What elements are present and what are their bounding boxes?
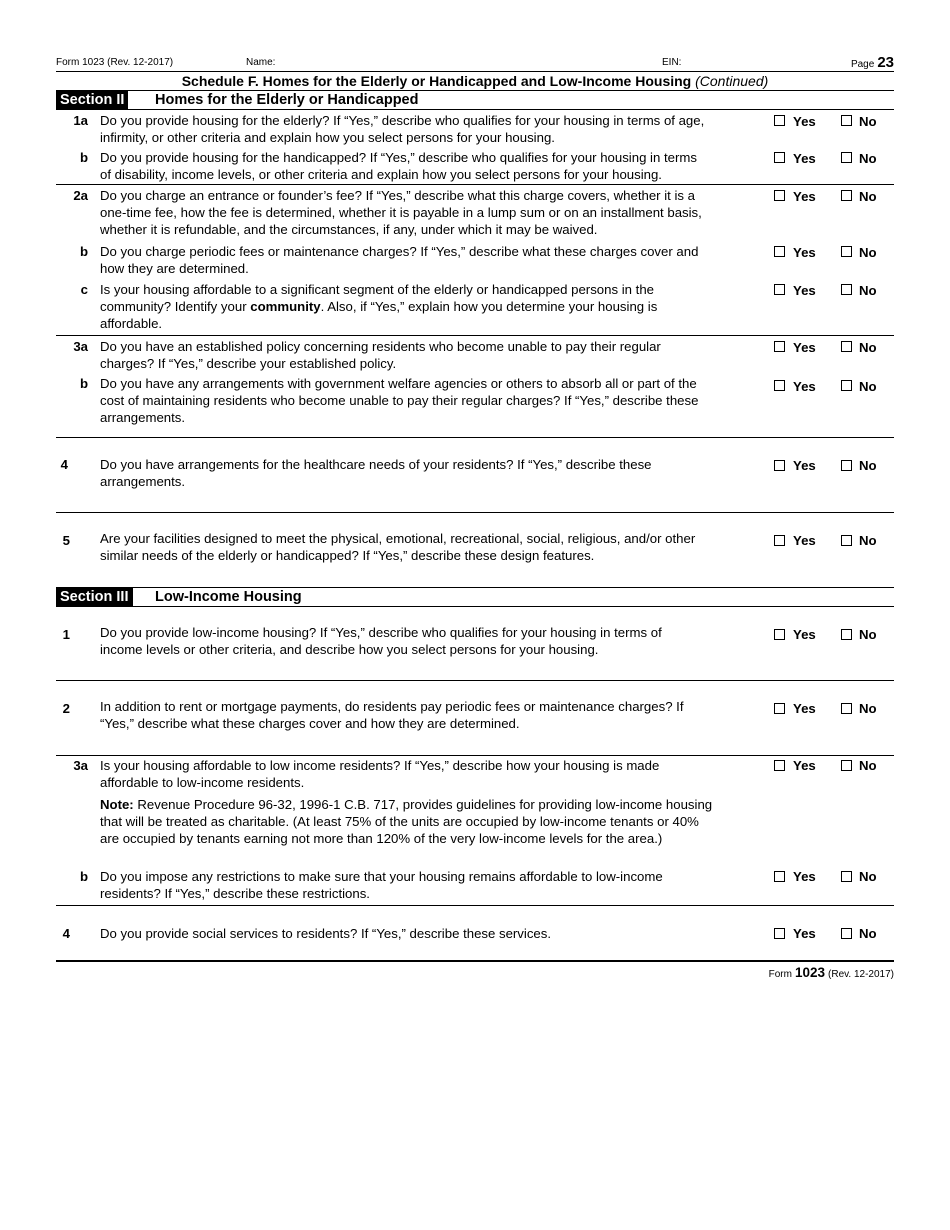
qiii4-no-checkbox[interactable] bbox=[841, 928, 852, 939]
page-indicator bbox=[851, 54, 894, 71]
qiii2-no-checkbox[interactable] bbox=[841, 703, 852, 714]
question-text: Are your facilities designed to meet the physical, emotional, recreational, social, religious, and/or other similar needs of the elderly or handicapped? If “Yes,” describe these design features. bbox=[100, 531, 696, 563]
no-label: No bbox=[859, 379, 877, 394]
question-number: 3a bbox=[73, 758, 88, 773]
question-2a bbox=[56, 185, 894, 241]
question-number: 5 bbox=[62, 533, 70, 548]
question-text: Is your housing affordable to low income residents? If “Yes,” describe how your housing is made affordable to low-income residents. Note: Revenue Procedure 96-32, 1996-1 C.B. 717, provides guidelines for providing low-income housing that will be treated as charitable. (At least 75% of the units are occupied by low-income tenants or 40% are occupied by tenants earning not more than 120% of the very low-income levels for the area.) bbox=[100, 757, 760, 847]
question-text: Do you provide housing for the elderly? If “Yes,” describe who qualifies for your housing in terms of age, infirmity, or other criteria and explain how you select persons for your housing. bbox=[100, 113, 705, 145]
schedule-title-suffix: (Continued) bbox=[695, 73, 769, 89]
yes-label: Yes bbox=[793, 869, 816, 884]
question-number: 1 bbox=[62, 627, 70, 642]
page-header bbox=[56, 54, 894, 71]
question-number: 1a bbox=[73, 113, 88, 128]
question-number: c bbox=[80, 282, 88, 297]
q3b-yes-checkbox[interactable] bbox=[774, 380, 785, 391]
question-text: Do you provide low-income housing? If “Yes,” describe who qualifies for your housing in terms of income levels or other criteria, and describe how you select persons for your housing. bbox=[100, 625, 662, 657]
q1a-yes-checkbox[interactable] bbox=[774, 115, 785, 126]
footer-form-number: 1023 bbox=[794, 965, 826, 980]
schedule-title-main: Schedule F. Homes for the Elderly or Handicapped and Low-Income Housing bbox=[181, 73, 692, 89]
q2c-yes-checkbox[interactable] bbox=[774, 284, 785, 295]
qiii2-yes-checkbox[interactable] bbox=[774, 703, 785, 714]
question-number: 4 bbox=[62, 926, 70, 941]
question-2c bbox=[56, 279, 894, 336]
qiii1-no-checkbox[interactable] bbox=[841, 629, 852, 640]
schedule-title bbox=[56, 71, 894, 91]
yes-label: Yes bbox=[793, 114, 816, 129]
qiii4-yes-checkbox[interactable] bbox=[774, 928, 785, 939]
yes-label: Yes bbox=[793, 245, 816, 260]
yes-label: Yes bbox=[793, 758, 816, 773]
question-4 bbox=[56, 438, 894, 513]
yes-label: Yes bbox=[793, 189, 816, 204]
yes-label: Yes bbox=[793, 627, 816, 642]
question-iii-4 bbox=[56, 906, 894, 960]
q3b-no-checkbox[interactable] bbox=[841, 380, 852, 391]
name-label: Name: bbox=[246, 57, 276, 68]
q2b-no-checkbox[interactable] bbox=[841, 246, 852, 257]
page-label: Page bbox=[850, 59, 875, 70]
qiii3a-yes-checkbox[interactable] bbox=[774, 760, 785, 771]
q3a-yes-checkbox[interactable] bbox=[774, 341, 785, 352]
yes-label: Yes bbox=[793, 379, 816, 394]
no-label: No bbox=[859, 627, 877, 642]
question-text: Do you have arrangements for the healthcare needs of your residents? If “Yes,” describe these arrangements. bbox=[100, 457, 652, 489]
question-number: 3a bbox=[73, 339, 88, 354]
question-3a bbox=[56, 336, 894, 373]
q2a-yes-checkbox[interactable] bbox=[774, 190, 785, 201]
no-label: No bbox=[859, 114, 877, 129]
question-1b bbox=[56, 147, 894, 185]
question-iii-1 bbox=[56, 607, 894, 681]
question-iii-3b bbox=[56, 867, 894, 906]
section-iii-name: Low-Income Housing bbox=[155, 589, 302, 605]
no-label: No bbox=[859, 701, 877, 716]
no-label: No bbox=[859, 533, 877, 548]
no-label: No bbox=[859, 189, 877, 204]
question-3b bbox=[56, 373, 894, 438]
question-number: 4 bbox=[60, 457, 68, 472]
no-label: No bbox=[859, 458, 877, 473]
q2a-no-checkbox[interactable] bbox=[841, 190, 852, 201]
no-label: No bbox=[859, 340, 877, 355]
question-text: Do you provide social services to residents? If “Yes,” describe these services. bbox=[100, 926, 552, 941]
question-iii-2 bbox=[56, 681, 894, 756]
page-number: 23 bbox=[877, 54, 894, 71]
question-number: b bbox=[79, 244, 88, 259]
qiii3b-no-checkbox[interactable] bbox=[841, 871, 852, 882]
yes-label: Yes bbox=[793, 340, 816, 355]
section-ii-tag: Section II bbox=[56, 91, 128, 109]
question-text: Do you charge periodic fees or maintenance charges? If “Yes,” describe what these charges cover and how they are determined. bbox=[100, 244, 699, 276]
question-number: 2a bbox=[73, 188, 88, 203]
q1b-no-checkbox[interactable] bbox=[841, 152, 852, 163]
footer-form-word: Form bbox=[768, 969, 792, 980]
yes-label: Yes bbox=[793, 701, 816, 716]
form-id: Form 1023 (Rev. 12-2017) bbox=[56, 57, 174, 68]
qiii3a-no-checkbox[interactable] bbox=[841, 760, 852, 771]
section-ii-header bbox=[56, 91, 894, 110]
question-number: b bbox=[79, 376, 88, 391]
q2b-yes-checkbox[interactable] bbox=[774, 246, 785, 257]
note-paragraph: Note: Revenue Procedure 96-32, 1996-1 C.B. 717, provides guidelines for providing low-income housing that will be treated as charitable. (At least 75% of the units are occupied by low-income tenants or 40% are occupied by tenants earning not more than 120% of the very low-income levels for the area.) bbox=[100, 797, 713, 846]
yes-label: Yes bbox=[793, 151, 816, 166]
qiii1-yes-checkbox[interactable] bbox=[774, 629, 785, 640]
q2c-no-checkbox[interactable] bbox=[841, 284, 852, 295]
footer-revision: (Rev. 12-2017) bbox=[828, 969, 894, 980]
q3a-no-checkbox[interactable] bbox=[841, 341, 852, 352]
section-iii-header bbox=[56, 588, 894, 607]
question-text: Do you impose any restrictions to make sure that your housing remains affordable to low-income residents? If “Yes,” describe these restrictions. bbox=[100, 869, 663, 901]
question-number: 2 bbox=[62, 701, 70, 716]
q5-yes-checkbox[interactable] bbox=[774, 535, 785, 546]
question-text: Do you charge an entrance or founder’s fee? If “Yes,” describe what this charge covers, whether it is a one-time fee, how the fee is determined, whether it is payable in a lump sum or on an installment basis, whether it is refundable, and the circumstances, if any, under which it may be waived. bbox=[100, 188, 702, 237]
form-page bbox=[56, 54, 894, 980]
question-text: Do you have any arrangements with government welfare agencies or others to absorb all or part of the cost of maintaining residents who become unable to pay their regular charges? If “Yes,” describe these arrangements. bbox=[100, 376, 699, 425]
question-text: In addition to rent or mortgage payments, do residents pay periodic fees or maintenance charges? If “Yes,” describe what these charges cover and how they are determined. bbox=[100, 699, 684, 731]
ein-label: EIN: bbox=[662, 57, 682, 68]
q5-no-checkbox[interactable] bbox=[841, 535, 852, 546]
question-text: Do you have an established policy concerning residents who become unable to pay their regular charges? If “Yes,” describe your established policy. bbox=[100, 339, 661, 371]
yes-label: Yes bbox=[793, 926, 816, 941]
yes-label: Yes bbox=[793, 458, 816, 473]
no-label: No bbox=[859, 926, 877, 941]
question-5 bbox=[56, 513, 894, 588]
q1b-yes-checkbox[interactable] bbox=[774, 152, 785, 163]
question-2b bbox=[56, 241, 894, 279]
question-text: Do you provide housing for the handicapped? If “Yes,” describe who qualifies for your housing in terms of disability, income levels, or other criteria and explain how you select persons for your housing. bbox=[100, 150, 697, 182]
no-label: No bbox=[859, 283, 877, 298]
question-number: b bbox=[79, 869, 88, 884]
no-label: No bbox=[859, 758, 877, 773]
yes-label: Yes bbox=[793, 533, 816, 548]
no-label: No bbox=[859, 869, 877, 884]
question-1a bbox=[56, 110, 894, 147]
q4-yes-checkbox[interactable] bbox=[774, 460, 785, 471]
q4-no-checkbox[interactable] bbox=[841, 460, 852, 471]
yes-label: Yes bbox=[793, 283, 816, 298]
q1a-no-checkbox[interactable] bbox=[841, 115, 852, 126]
qiii3b-yes-checkbox[interactable] bbox=[774, 871, 785, 882]
section-iii-tag: Section III bbox=[56, 588, 133, 606]
question-text: Is your housing affordable to a significant segment of the elderly or handicapped persons in the community? Identify your community. Also, if “Yes,” explain how you determine your housing is affordable. bbox=[100, 282, 658, 331]
no-label: No bbox=[859, 151, 877, 166]
question-number: b bbox=[79, 150, 88, 165]
no-label: No bbox=[859, 245, 877, 260]
page-footer bbox=[56, 960, 894, 980]
section-ii-name: Homes for the Elderly or Handicapped bbox=[155, 92, 419, 108]
question-iii-3a bbox=[56, 756, 894, 867]
